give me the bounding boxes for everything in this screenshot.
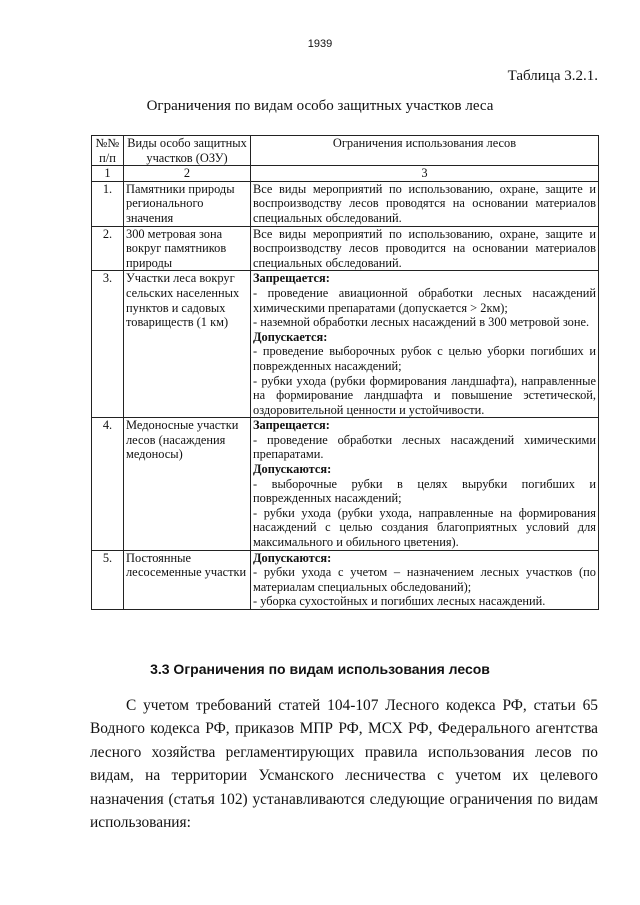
- restriction-item: Все виды мероприятий по использованию, охране, защите и воспроизводству лесов проводятся на основании материалов специальных обследований.: [253, 181, 596, 225]
- row-number: 3.: [92, 271, 124, 418]
- row-zone-type: Памятники природы регионального значения: [124, 181, 251, 226]
- header-type: Виды особо защитных участков (ОЗУ): [124, 136, 251, 166]
- restriction-item: - рубки ухода с учетом – назначением лесных участков (по материалам специальных обследований);: [253, 565, 596, 594]
- restriction-item: - рубки ухода (рубки формирования ландшафта), направленные на формирование ландшафта и повышение эстетической, оздоровительной ценности и устойчивости.: [253, 373, 596, 417]
- table-label: Таблица 3.2.1.: [507, 68, 598, 84]
- body-paragraph: С учетом требований статей 104-107 Лесного кодекса РФ, статьи 65 Водного кодекса РФ, приказов МПР РФ, МСХ РФ, Федерального агентства лесного хозяйства регламентирующих правила использования лесов по видам, на территории Усманского лесничества с учетом их целевого назначения (статья 102) устанавливаются следующие ограничения по видам использования:: [90, 697, 598, 832]
- restriction-heading: Допускаются:: [253, 550, 332, 565]
- page-number: 1939: [307, 38, 333, 50]
- row-zone-type: 300 метровая зона вокруг памятников природы: [124, 226, 251, 271]
- row-restrictions: [251, 181, 599, 226]
- row-number: 5.: [92, 550, 124, 609]
- row-number: 4.: [92, 418, 124, 550]
- row-zone-type: Медоносные участки лесов (насаждения медоносы): [124, 418, 251, 550]
- restriction-item: - проведение выборочных рубок с целью уборки погибших и поврежденных насаждений;: [253, 344, 596, 373]
- row-number: 2.: [92, 226, 124, 271]
- table-row: [92, 226, 599, 271]
- row-restrictions: [251, 226, 599, 271]
- restriction-item: - уборка сухостойных и погибших лесных насаждений.: [253, 594, 546, 609]
- column-number-row: [92, 166, 599, 182]
- column-number: 2: [124, 166, 251, 182]
- restriction-item: Все виды мероприятий по использованию, охране, защите и воспроизводству лесов проводится на основании материалов специальных обследований.: [253, 226, 596, 270]
- row-restrictions: [251, 550, 599, 609]
- restriction-heading: Запрещается:: [253, 418, 330, 433]
- restriction-heading: Запрещается:: [253, 271, 330, 286]
- restriction-item: - проведение обработки лесных насаждений химическими препаратами.: [253, 432, 596, 462]
- row-number: 1.: [92, 181, 124, 226]
- table-row: [92, 550, 599, 609]
- table-title: Ограничения по видам особо защитных участков леса: [146, 98, 494, 114]
- table-row: [92, 418, 599, 550]
- restriction-item: - рубки ухода (рубки ухода, направленные на формирования насаждений с целью создания благоприятных условий для максимального и обильного цветения).: [253, 505, 596, 550]
- row-zone-type: Участки леса вокруг сельских населенных пунктов и садовых товариществ (1 км): [124, 271, 251, 418]
- restriction-item: - выборочные рубки в целях вырубки погибших и поврежденных насаждений;: [253, 476, 596, 506]
- table-body: [92, 181, 599, 609]
- restriction-heading: Допускается:: [253, 329, 328, 344]
- table-row: [92, 271, 599, 418]
- column-number: 3: [251, 166, 599, 182]
- restriction-heading: Допускаются:: [253, 462, 332, 477]
- table-header-row: [92, 136, 599, 166]
- restrictions-table: [91, 135, 599, 610]
- restriction-item: - наземной обработки лесных насаждений в 300 метровой зоне.: [253, 315, 590, 330]
- restriction-item: - проведение авиационной обработки лесных насаждений химическими препаратами (допускается > 2км);: [253, 285, 596, 315]
- row-restrictions: [251, 271, 599, 418]
- row-restrictions: [251, 418, 599, 550]
- column-number: 1: [92, 166, 124, 182]
- table-row: [92, 181, 599, 226]
- section-heading: 3.3 Ограничения по видам использования лесов: [150, 661, 490, 677]
- row-zone-type: Постоянные лесосеменные участки: [124, 550, 251, 609]
- header-restrictions: Ограничения использования лесов: [251, 136, 599, 166]
- header-number: №№ п/п: [92, 136, 124, 166]
